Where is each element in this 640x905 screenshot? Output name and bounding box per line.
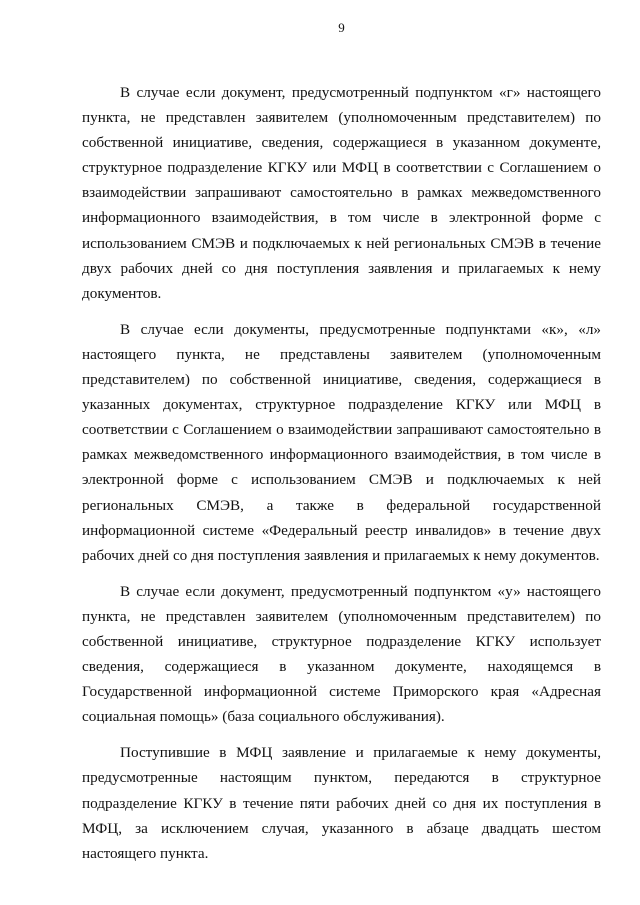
paragraph-3: В случае если документ, предусмотренный подпунктом «у» настоящего пункта, не представлен заявителем (уполномоченным представителем) по собственной инициативе, структурное подразделение КГКУ использует сведения, содержащиеся в указанном документе, находящемся в Государственной информационной системе Приморского края «Адресная социальная помощь» (база социального обслуживания). (82, 582, 601, 726)
paragraph-1: В случае если документ, предусмотренный подпунктом «г» настоящего пункта, не представлен заявителем (уполномоченным представителем) по собственной инициативе, сведения, содержащиеся в указанном документе, структурное подразделение КГКУ или МФЦ в соответствии с Соглашением о взаимодействии запрашивают самостоятельно в рамках межведомственного информационного взаимодействия, в том числе в электронной форме с использованием СМЭВ и подключаемых к ней региональных СМЭВ в течение двух рабочих дней со дня поступления заявления и прилагаемых к нему документов. (82, 84, 601, 302)
paragraph-2: В случае если документы, предусмотренные подпунктами «к», «л» настоящего пункта, не представлены заявителем (уполномоченным представителем) по собственной инициативе, сведения, содержащиеся в указанных документах, структурное подразделение КГКУ или МФЦ в соответствии с Соглашением о взаимодействии запрашивают самостоятельно в рамках межведомственного информационного взаимодействия, в том числе в электронной форме с использованием СМЭВ и подключаемых к ней региональных СМЭВ, а также в федеральной государственной информационной системе «Федеральный реестр инвалидов» в течение двух рабочих дней со дня поступления заявления и прилагаемых к нему документов. (82, 320, 601, 564)
page-number: 9 (338, 20, 345, 35)
paragraph-4: Поступившие в МФЦ заявление и прилагаемые к нему документы, предусмотренные настоящим пунктом, передаются в структурное подразделение КГКУ в течение пяти рабочих дней со дня их поступления в МФЦ, за исключением случая, указанного в абзаце двадцать шестом настоящего пункта. (82, 744, 601, 862)
document-body (82, 80, 601, 866)
